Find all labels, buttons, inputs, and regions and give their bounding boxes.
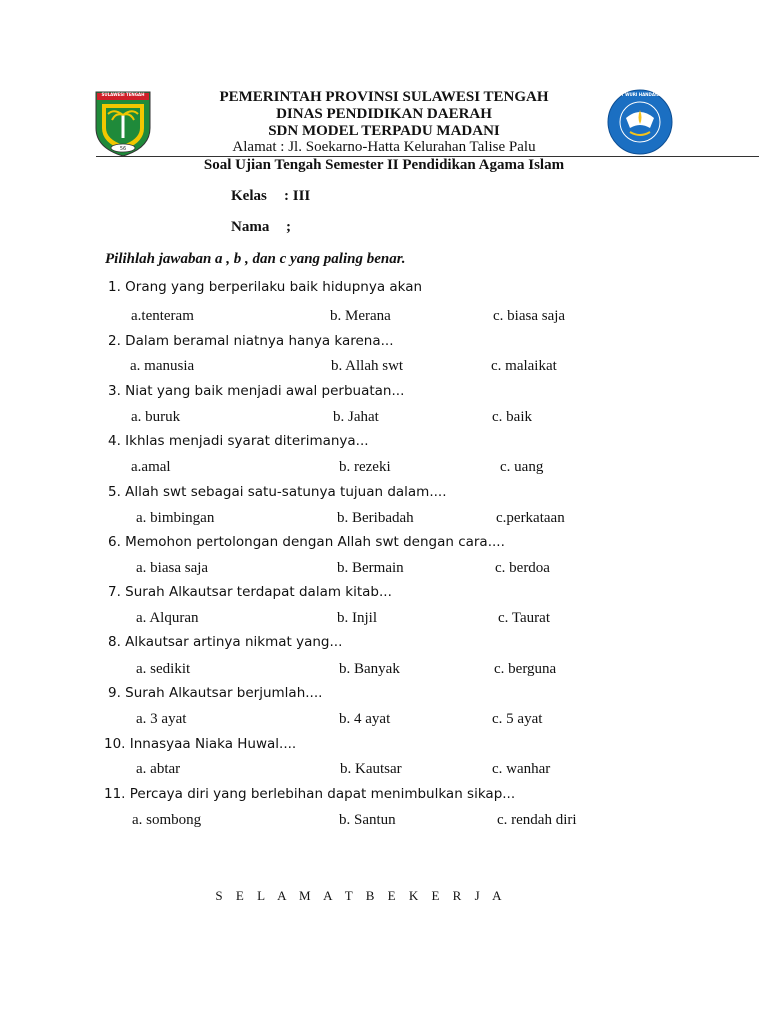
question-2-option-b: b. Allah swt: [331, 358, 404, 374]
question-8-option-c: c. berguna: [494, 661, 557, 677]
header-department: DINAS PENDIDIKAN DAERAH: [276, 106, 492, 122]
question-4: 4. Ikhlas menjadi syarat diterimanya...: [108, 433, 369, 449]
question-7: 7. Surah Alkautsar terdapat dalam kitab...: [108, 584, 392, 600]
question-10-option-b: b. Kautsar: [340, 761, 402, 777]
question-2-option-c: c. malaikat: [491, 358, 557, 374]
question-1-option-a: a.tenteram: [131, 308, 194, 324]
question-2: 2. Dalam beramal niatnya hanya karena...: [108, 333, 394, 349]
kelas-label: Kelas: [231, 188, 267, 204]
question-8-option-a: a. sedikit: [136, 661, 191, 677]
tut-wuri-handayani-label: TUT WURI HANDAYANI: [615, 92, 665, 97]
question-7-option-a: a. Alquran: [136, 610, 199, 626]
question-11-option-c: c. rendah diri: [497, 812, 577, 828]
instruction: Pilihlah jawaban a , b , dan c yang paling benar.: [105, 251, 406, 267]
question-10-option-c: c. wanhar: [492, 761, 551, 777]
question-5-option-b: b. Beribadah: [337, 510, 414, 526]
closing-message: S E L A M A T B E K E R J A: [215, 888, 507, 903]
question-8: 8. Alkautsar artinya nikmat yang...: [108, 634, 343, 650]
question-3-option-c: c. baik: [492, 409, 532, 425]
nama-label: Nama: [231, 219, 270, 235]
question-11: 11. Percaya diri yang berlebihan dapat menimbulkan sikap...: [104, 786, 516, 802]
exam-title: Soal Ujian Tengah Semester II Pendidikan Agama Islam: [203, 157, 565, 173]
question-4-option-b: b. rezeki: [339, 459, 391, 475]
question-2-option-a: a. manusia: [130, 358, 195, 374]
nama-value: ;: [286, 219, 291, 235]
provincial-emblem-label: SULAWESI TENGAH: [101, 92, 145, 97]
question-6: 6. Memohon pertolongan dengan Allah swt dengan cara....: [108, 534, 505, 550]
question-5-option-a: a. bimbingan: [136, 510, 215, 526]
question-9-option-c: c. 5 ayat: [492, 711, 543, 727]
question-9-option-a: a. 3 ayat: [136, 711, 187, 727]
question-1-option-c: c. biasa saja: [493, 308, 566, 324]
question-9-option-b: b. 4 ayat: [339, 711, 391, 727]
question-6-option-a: a. biasa saja: [136, 560, 209, 576]
question-1-option-b: b. Merana: [330, 308, 391, 324]
header-address: Alamat : Jl. Soekarno-Hatta Kelurahan Talise Palu: [232, 139, 536, 155]
question-3: 3. Niat yang baik menjadi awal perbuatan...: [108, 383, 405, 399]
question-10-option-a: a. abtar: [136, 761, 181, 777]
question-11-option-b: b. Santun: [339, 812, 396, 828]
header-government: PEMERINTAH PROVINSI SULAWESI TENGAH: [219, 89, 549, 105]
question-7-option-c: c. Taurat: [498, 610, 550, 626]
question-10: 10. Innasyaa Niaka Huwal....: [104, 736, 297, 752]
question-6-option-c: c. berdoa: [495, 560, 550, 576]
question-3-option-a: a. buruk: [131, 409, 181, 425]
question-5: 5. Allah swt sebagai satu-satunya tujuan dalam....: [108, 484, 447, 500]
question-5-option-c: c.perkataan: [496, 510, 565, 526]
svg-text:56: 56: [119, 146, 127, 152]
header-school-name: SDN MODEL TERPADU MADANI: [268, 123, 500, 139]
question-6-option-b: b. Bermain: [337, 560, 404, 576]
question-8-option-b: b. Banyak: [339, 661, 400, 677]
kelas-value: : III: [284, 188, 311, 204]
question-1: 1. Orang yang berperilaku baik hidupnya akan: [108, 279, 423, 295]
question-4-option-a: a.amal: [131, 459, 171, 475]
question-11-option-a: a. sombong: [132, 812, 202, 828]
question-7-option-b: b. Injil: [337, 610, 377, 626]
question-9: 9. Surah Alkautsar berjumlah....: [108, 685, 323, 701]
question-4-option-c: c. uang: [500, 459, 544, 475]
question-3-option-b: b. Jahat: [333, 409, 379, 425]
